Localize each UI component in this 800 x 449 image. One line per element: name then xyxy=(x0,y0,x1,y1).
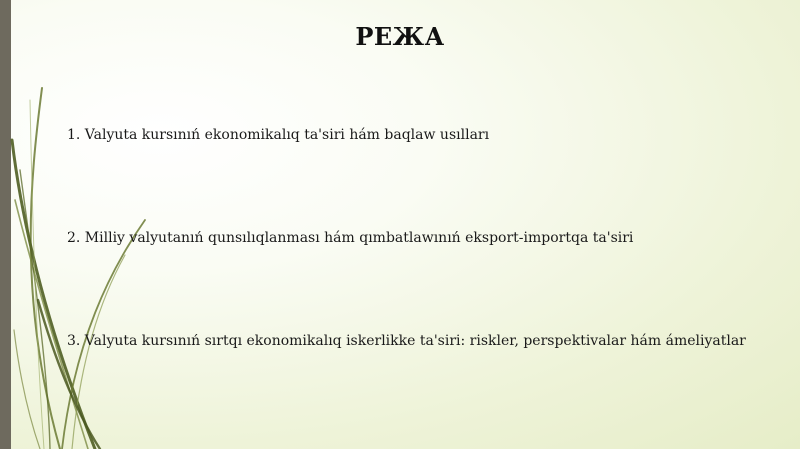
agenda-item-3: 3. Valyuta kursınıń sırtqı ekonomikalıq iskerlikke ta'siri: riskler, perspektivalar hám ámeliyatlar xyxy=(67,333,746,349)
agenda-item-1: 1. Valyuta kursınıń ekonomikalıq ta'siri hám baqlaw usılları xyxy=(67,127,490,143)
slide-title: РЕЖА xyxy=(355,22,445,51)
agenda-item-2: 2. Milliy valyutanıń qunsılıqlanması hám qımbatlawınıń eksport-importqa ta'siri xyxy=(67,230,634,246)
